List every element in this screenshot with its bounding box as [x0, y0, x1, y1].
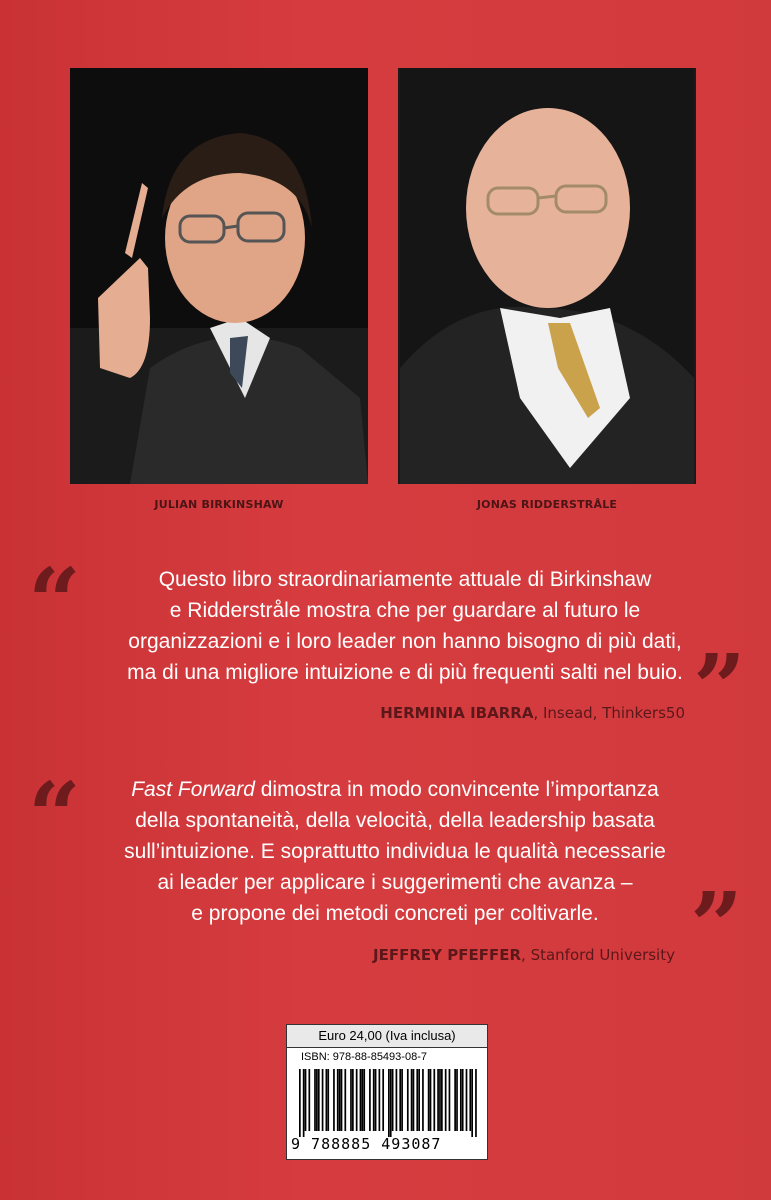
barcode-bar [299, 1069, 301, 1137]
barcode-bar [411, 1069, 413, 1131]
barcode-bar [316, 1069, 318, 1131]
barcode-bar [399, 1069, 401, 1131]
barcode-bar [460, 1069, 462, 1131]
barcode-bar [361, 1069, 363, 1131]
barcode-bar [441, 1069, 443, 1131]
barcode-bar [352, 1069, 354, 1131]
barcode-bar [379, 1069, 381, 1131]
book-title: Fast Forward [131, 778, 255, 801]
barcode-bar [333, 1069, 335, 1131]
barcode-bar [308, 1069, 310, 1131]
barcode-bar [314, 1069, 316, 1131]
price-label: Euro 24,00 (Iva inclusa) [287, 1025, 487, 1048]
close-quote-icon: ” [690, 872, 743, 980]
barcode-bar [462, 1069, 464, 1131]
barcode-bar [326, 1069, 328, 1131]
open-quote-icon: “ [28, 762, 81, 870]
quote-author: JEFFREY PFEFFER [373, 946, 522, 964]
quote-line: ma di una migliore intuizione e di più frequenti salti nel buio. [127, 661, 683, 684]
quote-text-2 [100, 774, 690, 929]
author-photo-right [398, 68, 696, 484]
barcode-bar [388, 1069, 390, 1137]
barcode-bar [318, 1069, 320, 1131]
barcode-bar [445, 1069, 447, 1131]
barcode-bar [428, 1069, 430, 1131]
barcode-bar [407, 1069, 409, 1131]
barcode-bar [454, 1069, 456, 1131]
barcode-bar [456, 1069, 458, 1131]
open-quote-icon: “ [28, 548, 81, 656]
barcode-bar [471, 1069, 473, 1137]
barcode-bar [305, 1069, 307, 1131]
quote-line: della spontaneità, della velocità, della leadership basata [135, 809, 655, 832]
barcode-bar [341, 1069, 343, 1131]
barcode-bar [413, 1069, 415, 1131]
barcode-bar [433, 1069, 435, 1131]
quote-line [100, 774, 690, 805]
quote-attribution-1 [380, 704, 685, 722]
barcode-bar [363, 1069, 365, 1131]
barcode-bar [390, 1069, 392, 1137]
barcode-bar [337, 1069, 339, 1131]
barcode-bar [418, 1069, 420, 1131]
author-caption-right: JONAS RIDDERSTRÅLE [476, 498, 618, 511]
barcode-bar [422, 1069, 424, 1131]
close-quote-icon: ” [693, 634, 746, 742]
barcode-bar [382, 1069, 384, 1131]
barcode-icon [299, 1069, 477, 1137]
portrait-illustration [70, 68, 368, 484]
barcode-bar [466, 1069, 468, 1131]
barcode-bar [369, 1069, 371, 1131]
barcode-bar [339, 1069, 341, 1131]
author-caption-left: JULIAN BIRKINSHAW [154, 498, 284, 511]
barcode-bar [373, 1069, 375, 1131]
quote-attribution-2 [373, 946, 675, 964]
quote-affiliation: , Stanford University [521, 946, 675, 964]
barcode-bar [322, 1069, 324, 1131]
barcode-bar [449, 1069, 451, 1131]
barcode-bar [430, 1069, 432, 1131]
barcode-bar [327, 1069, 329, 1131]
barcode-bar [396, 1069, 398, 1131]
barcode-bar [416, 1069, 418, 1131]
barcode-bar [439, 1069, 441, 1131]
barcode-bar [375, 1069, 377, 1131]
quote-line: e propone dei metodi concreti per coltivarle. [191, 902, 599, 925]
barcode-bar [344, 1069, 346, 1131]
barcode-bar [350, 1069, 352, 1131]
barcode-digits: 9 788885 493087 [291, 1135, 442, 1153]
barcode-bar [437, 1069, 439, 1131]
barcode-bar [360, 1069, 362, 1131]
quote-line: ai leader per applicare i suggerimenti che avanza – [157, 871, 633, 894]
barcode-bar [356, 1069, 358, 1131]
quote-line: organizzazioni e i loro leader non hanno bisogno di più dati, [128, 630, 682, 653]
quote-line-rest: dimostra in modo convincente l’importanza [254, 778, 659, 801]
barcode-bar [469, 1069, 471, 1131]
quote-text-1 [110, 564, 700, 688]
quote-line: e Ridderstråle mostra che per guardare al futuro le [169, 599, 641, 622]
quote-author: HERMINIA IBARRA [380, 704, 534, 722]
price-barcode-box [286, 1024, 488, 1160]
isbn-label: ISBN: 978-88-85493-08-7 [301, 1051, 427, 1063]
barcode-bar [392, 1069, 394, 1131]
quote-line: sull’intuizione. E soprattutto individua le qualità necessarie [124, 840, 666, 863]
quote-line: Questo libro straordinariamente attuale di Birkinshaw [158, 568, 652, 591]
barcode-bar [401, 1069, 403, 1131]
barcode-bar [475, 1069, 477, 1137]
author-photo-left [70, 68, 368, 484]
portrait-illustration [398, 68, 696, 484]
barcode-bar [303, 1069, 305, 1137]
quote-affiliation: , Insead, Thinkers50 [533, 704, 685, 722]
